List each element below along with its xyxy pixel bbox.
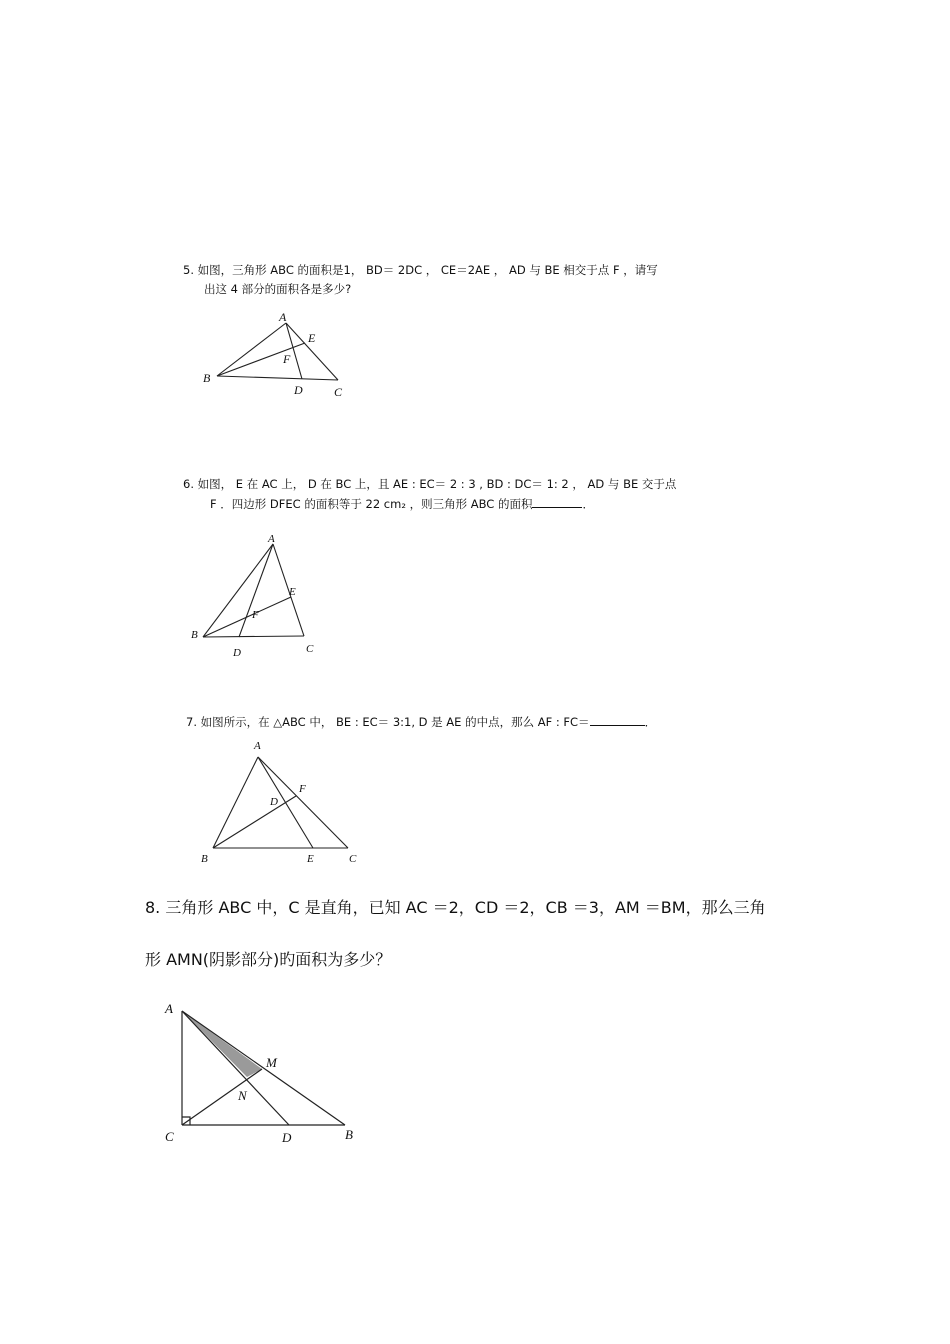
q5-label-c: C xyxy=(334,385,343,399)
q5-label-d: D xyxy=(294,383,303,397)
q5-label-f: F xyxy=(283,352,291,366)
q7-line1-text: 7. 如图所示，在 △ABC 中， BE : EC＝ 3:1, D 是 AE 的中点，那么 AF : FC＝ xyxy=(186,715,590,729)
q7-line1-end: ． xyxy=(644,715,657,729)
q5-line2: 出这 4 部分的面积各是多少? xyxy=(204,282,352,296)
q7-label-c: C xyxy=(349,853,357,865)
q5-label-e: E xyxy=(308,331,316,345)
q8-number: 8. xyxy=(145,898,161,917)
q8-label-a: A xyxy=(165,1001,173,1016)
q5-line1: 5. 如图，三角形 ABC 的面积是1， BD＝ 2DC ， CE＝2AE ， AD 与 BE 相交于点 F ，请写 xyxy=(183,263,658,277)
q8-line2: 形 AMN(阴影部分)旳面积为多少？ xyxy=(145,950,392,969)
q6-figure xyxy=(185,530,335,665)
q7-figure xyxy=(195,735,365,870)
q5-label-a: A xyxy=(279,310,287,324)
q6-line2-text: F ．四边形 DFEC 的面积等于 22 cm₂ ，则三角形 ABC 的面积 xyxy=(210,497,533,511)
q6-label-b: B xyxy=(191,629,198,641)
q8-figure xyxy=(155,995,370,1155)
q8-label-b: B xyxy=(345,1127,353,1142)
q8-label-c: C xyxy=(165,1129,174,1144)
q7-line1 xyxy=(186,712,656,732)
q6-label-f: F xyxy=(252,609,259,621)
q6-answer-blank xyxy=(532,494,582,508)
q7-label-a: A xyxy=(254,740,261,752)
q8-line1 xyxy=(145,898,766,918)
q5-figure xyxy=(195,305,365,405)
q7-answer-blank xyxy=(590,712,645,726)
q8-line1-text: 三角形 ABC 中，C 是直角，已知 AC ＝2，CD ＝2，CB ＝3，AM ＝BM，那么三角 xyxy=(160,898,766,917)
q6-label-c: C xyxy=(306,643,314,655)
q6-label-a: A xyxy=(268,533,275,545)
q7-label-b: B xyxy=(201,853,208,865)
q8-label-d: D xyxy=(282,1130,292,1145)
q8-label-m: M xyxy=(266,1055,277,1070)
q6-line2-end: ． xyxy=(582,497,594,511)
q7-label-d: D xyxy=(270,796,278,808)
q5-label-b: B xyxy=(203,371,211,385)
shaded-triangle-amn xyxy=(182,1011,262,1077)
q8-label-n: N xyxy=(238,1088,247,1103)
q7-label-e: E xyxy=(307,853,314,865)
q6-label-e: E xyxy=(289,586,296,598)
q6-label-d: D xyxy=(233,647,241,659)
q7-label-f: F xyxy=(299,783,306,795)
q6-line1: 6. 如图， E 在 AC 上， D 在 BC 上，且 AE : EC＝ 2 : 3 , BD : DC＝ 1: 2 ， AD 与 BE 交于点 xyxy=(183,477,677,491)
q6-line2 xyxy=(210,494,594,514)
